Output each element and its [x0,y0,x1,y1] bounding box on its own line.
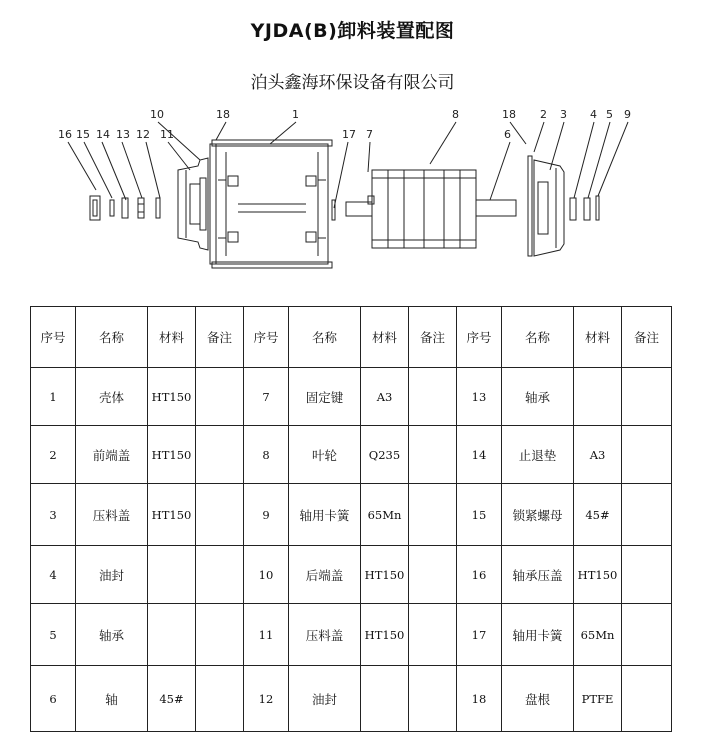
part-name-cell: 轴用卡簧 [289,484,361,546]
callout-2: 2 [540,108,547,121]
part-no-cell: 9 [244,484,289,546]
part-no-cell: 1 [31,368,76,426]
company-name: 泊头鑫海环保设备有限公司 [250,73,455,93]
part-note-cell [622,604,672,666]
part-note-cell [409,484,457,546]
table-row [31,484,672,546]
part-name-cell: 轴承压盖 [502,546,574,604]
part-name-cell: 轴承 [76,604,148,666]
table-header-row [31,307,672,368]
callout-12: 12 [136,128,150,141]
callout-3: 3 [560,108,567,121]
part-no-cell: 2 [31,426,76,484]
part-mat-cell [361,666,409,732]
part-mat-cell: 65Mn [361,484,409,546]
exploded-assembly-drawing [50,100,670,280]
callout-14: 14 [96,128,110,141]
part-note-cell [622,368,672,426]
part-note-cell [196,604,244,666]
header-cell: 名称 [502,307,574,368]
callout-11: 11 [160,128,174,141]
part-mat-cell [574,368,622,426]
table-row [31,546,672,604]
header-cell: 序号 [457,307,502,368]
callout-6: 6 [504,128,511,141]
part-name-cell: 后端盖 [289,546,361,604]
callout-16: 16 [58,128,72,141]
callout-5: 5 [606,108,613,121]
header-cell: 备注 [622,307,672,368]
part-mat-cell: HT150 [148,484,196,546]
header-cell: 名称 [289,307,361,368]
part-mat-cell: A3 [574,426,622,484]
part-no-cell: 12 [244,666,289,732]
header-cell: 序号 [31,307,76,368]
part-no-cell: 18 [457,666,502,732]
part-note-cell [196,484,244,546]
part-note-cell [622,484,672,546]
callout-15: 15 [76,128,90,141]
part-name-cell: 盘根 [502,666,574,732]
part-name-cell: 压料盖 [76,484,148,546]
callout-4: 4 [590,108,597,121]
parts-list-table [30,306,672,732]
part-name-cell: 油封 [289,666,361,732]
part-no-cell: 8 [244,426,289,484]
part-name-cell: 压料盖 [289,604,361,666]
header-cell: 备注 [409,307,457,368]
callout-8: 8 [452,108,459,121]
part-name-cell: 锁紧螺母 [502,484,574,546]
callout-1: 1 [292,108,299,121]
part-no-cell: 11 [244,604,289,666]
table-row [31,368,672,426]
part-name-cell: 固定键 [289,368,361,426]
part-name-cell: 油封 [76,546,148,604]
callout-13: 13 [116,128,130,141]
header-cell: 材料 [574,307,622,368]
part-name-cell: 止退垫 [502,426,574,484]
part-note-cell [196,426,244,484]
part-no-cell: 4 [31,546,76,604]
part-mat-cell: PTFE [574,666,622,732]
callout-9: 9 [624,108,631,121]
part-no-cell: 17 [457,604,502,666]
part-name-cell: 轴用卡簧 [502,604,574,666]
callout-18-right: 18 [502,108,516,121]
part-no-cell: 14 [457,426,502,484]
callout-18-left: 18 [216,108,230,121]
part-note-cell [196,666,244,732]
part-no-cell: 15 [457,484,502,546]
part-note-cell [196,546,244,604]
part-mat-cell [148,604,196,666]
table-row [31,604,672,666]
part-mat-cell: A3 [361,368,409,426]
part-name-cell: 轴承 [502,368,574,426]
part-mat-cell: HT150 [148,426,196,484]
header-cell: 备注 [196,307,244,368]
part-note-cell [622,546,672,604]
part-no-cell: 10 [244,546,289,604]
header-cell: 序号 [244,307,289,368]
part-mat-cell: HT150 [361,546,409,604]
part-mat-cell: HT150 [148,368,196,426]
callout-17: 17 [342,128,356,141]
part-mat-cell: 65Mn [574,604,622,666]
part-name-cell: 轴 [76,666,148,732]
part-note-cell [409,666,457,732]
part-note-cell [409,368,457,426]
header-cell: 材料 [148,307,196,368]
part-no-cell: 3 [31,484,76,546]
part-no-cell: 13 [457,368,502,426]
part-mat-cell [148,546,196,604]
part-mat-cell: HT150 [574,546,622,604]
part-mat-cell: 45# [148,666,196,732]
part-name-cell: 壳体 [76,368,148,426]
table-row [31,666,672,732]
part-mat-cell: 45# [574,484,622,546]
callout-10: 10 [150,108,164,121]
part-name-cell: 叶轮 [289,426,361,484]
part-note-cell [409,604,457,666]
part-no-cell: 16 [457,546,502,604]
part-note-cell [409,426,457,484]
part-note-cell [622,666,672,732]
part-no-cell: 7 [244,368,289,426]
table-row [31,426,672,484]
header-cell: 材料 [361,307,409,368]
part-note-cell [196,368,244,426]
header-cell: 名称 [76,307,148,368]
part-mat-cell: HT150 [361,604,409,666]
document-title: YJDA(B)卸料装置配图 [250,20,455,42]
part-note-cell [409,546,457,604]
callout-7: 7 [366,128,373,141]
part-name-cell: 前端盖 [76,426,148,484]
part-mat-cell: Q235 [361,426,409,484]
part-note-cell [622,426,672,484]
part-no-cell: 5 [31,604,76,666]
part-no-cell: 6 [31,666,76,732]
